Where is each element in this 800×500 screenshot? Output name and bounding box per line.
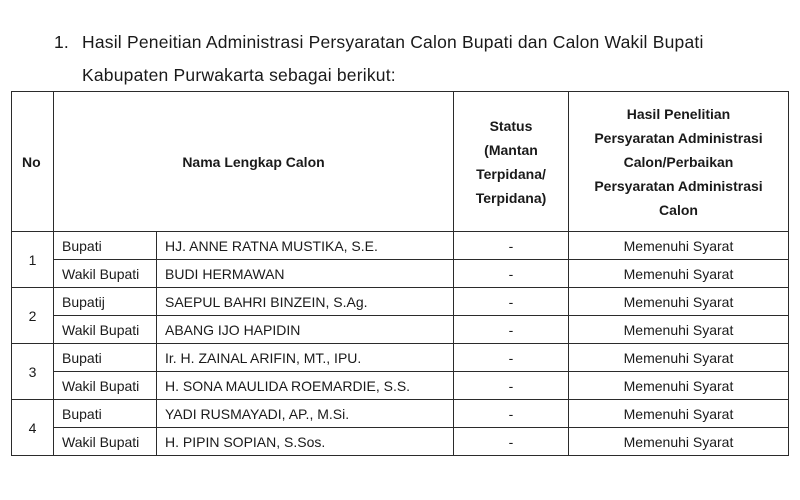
- candidate-role: Bupatij: [54, 288, 157, 316]
- candidate-result: Memenuhi Syarat: [569, 372, 789, 400]
- candidate-status: -: [454, 344, 569, 372]
- header-status-line: Terpidana/: [476, 165, 546, 182]
- header-result-line: Hasil Penelitian: [626, 105, 731, 122]
- header-result-line: Persyaratan Administrasi: [594, 129, 763, 146]
- candidate-name: YADI RUSMAYADI, AP., M.Si.: [157, 400, 454, 428]
- candidate-status: -: [454, 400, 569, 428]
- table-header-row: [12, 92, 789, 232]
- header-status-line: Terpidana): [475, 189, 547, 206]
- intro-line-2: Kabupaten Purwakarta sebagai berikut:: [82, 65, 396, 85]
- header-result: [569, 92, 789, 232]
- header-result-line: Persyaratan Administrasi: [594, 177, 763, 194]
- candidate-role: Bupati: [54, 344, 157, 372]
- row-number: 4: [12, 400, 54, 456]
- header-status-line: (Mantan: [484, 141, 538, 158]
- candidate-name: H. PIPIN SOPIAN, S.Sos.: [157, 428, 454, 456]
- candidate-role: Wakil Bupati: [54, 316, 157, 344]
- candidate-table: [11, 91, 789, 456]
- candidate-result: Memenuhi Syarat: [569, 316, 789, 344]
- list-number: 1.: [54, 32, 69, 52]
- table-row: [12, 288, 789, 316]
- candidate-status: -: [454, 288, 569, 316]
- candidate-result: Memenuhi Syarat: [569, 428, 789, 456]
- header-status: [454, 92, 569, 232]
- header-status-line: Status: [489, 117, 533, 134]
- candidate-role: Wakil Bupati: [54, 372, 157, 400]
- table-row: [12, 316, 789, 344]
- candidate-status: -: [454, 316, 569, 344]
- candidate-status: -: [454, 260, 569, 288]
- candidate-result: Memenuhi Syarat: [569, 400, 789, 428]
- candidate-role: Wakil Bupati: [54, 428, 157, 456]
- candidate-name: ABANG IJO HAPIDIN: [157, 316, 454, 344]
- header-result-line: Calon: [659, 201, 698, 218]
- header-name: Nama Lengkap Calon: [54, 92, 454, 232]
- table-row: [12, 344, 789, 372]
- intro-line-1: Hasil Peneitian Administrasi Persyaratan Calon Bupati dan Calon Wakil Bupati: [82, 32, 704, 52]
- candidate-name: Ir. H. ZAINAL ARIFIN, MT., IPU.: [157, 344, 454, 372]
- candidate-result: Memenuhi Syarat: [569, 344, 789, 372]
- table-row: [12, 400, 789, 428]
- intro-paragraph: [54, 26, 784, 92]
- table-row: [12, 232, 789, 260]
- candidate-status: -: [454, 372, 569, 400]
- candidate-name: HJ. ANNE RATNA MUSTIKA, S.E.: [157, 232, 454, 260]
- candidate-status: -: [454, 428, 569, 456]
- candidate-result: Memenuhi Syarat: [569, 232, 789, 260]
- candidate-name: BUDI HERMAWAN: [157, 260, 454, 288]
- candidate-result: Memenuhi Syarat: [569, 288, 789, 316]
- header-result-line: Calon/Perbaikan: [623, 153, 734, 170]
- table-row: [12, 428, 789, 456]
- row-number: 1: [12, 232, 54, 288]
- candidate-status: -: [454, 232, 569, 260]
- row-number: 3: [12, 344, 54, 400]
- candidate-name: H. SONA MAULIDA ROEMARDIE, S.S.: [157, 372, 454, 400]
- candidate-role: Bupati: [54, 232, 157, 260]
- candidate-role: Bupati: [54, 400, 157, 428]
- candidate-name: SAEPUL BAHRI BINZEIN, S.Ag.: [157, 288, 454, 316]
- candidate-result: Memenuhi Syarat: [569, 260, 789, 288]
- candidate-role: Wakil Bupati: [54, 260, 157, 288]
- header-no: No: [12, 92, 54, 232]
- table-row: [12, 260, 789, 288]
- table-row: [12, 372, 789, 400]
- row-number: 2: [12, 288, 54, 344]
